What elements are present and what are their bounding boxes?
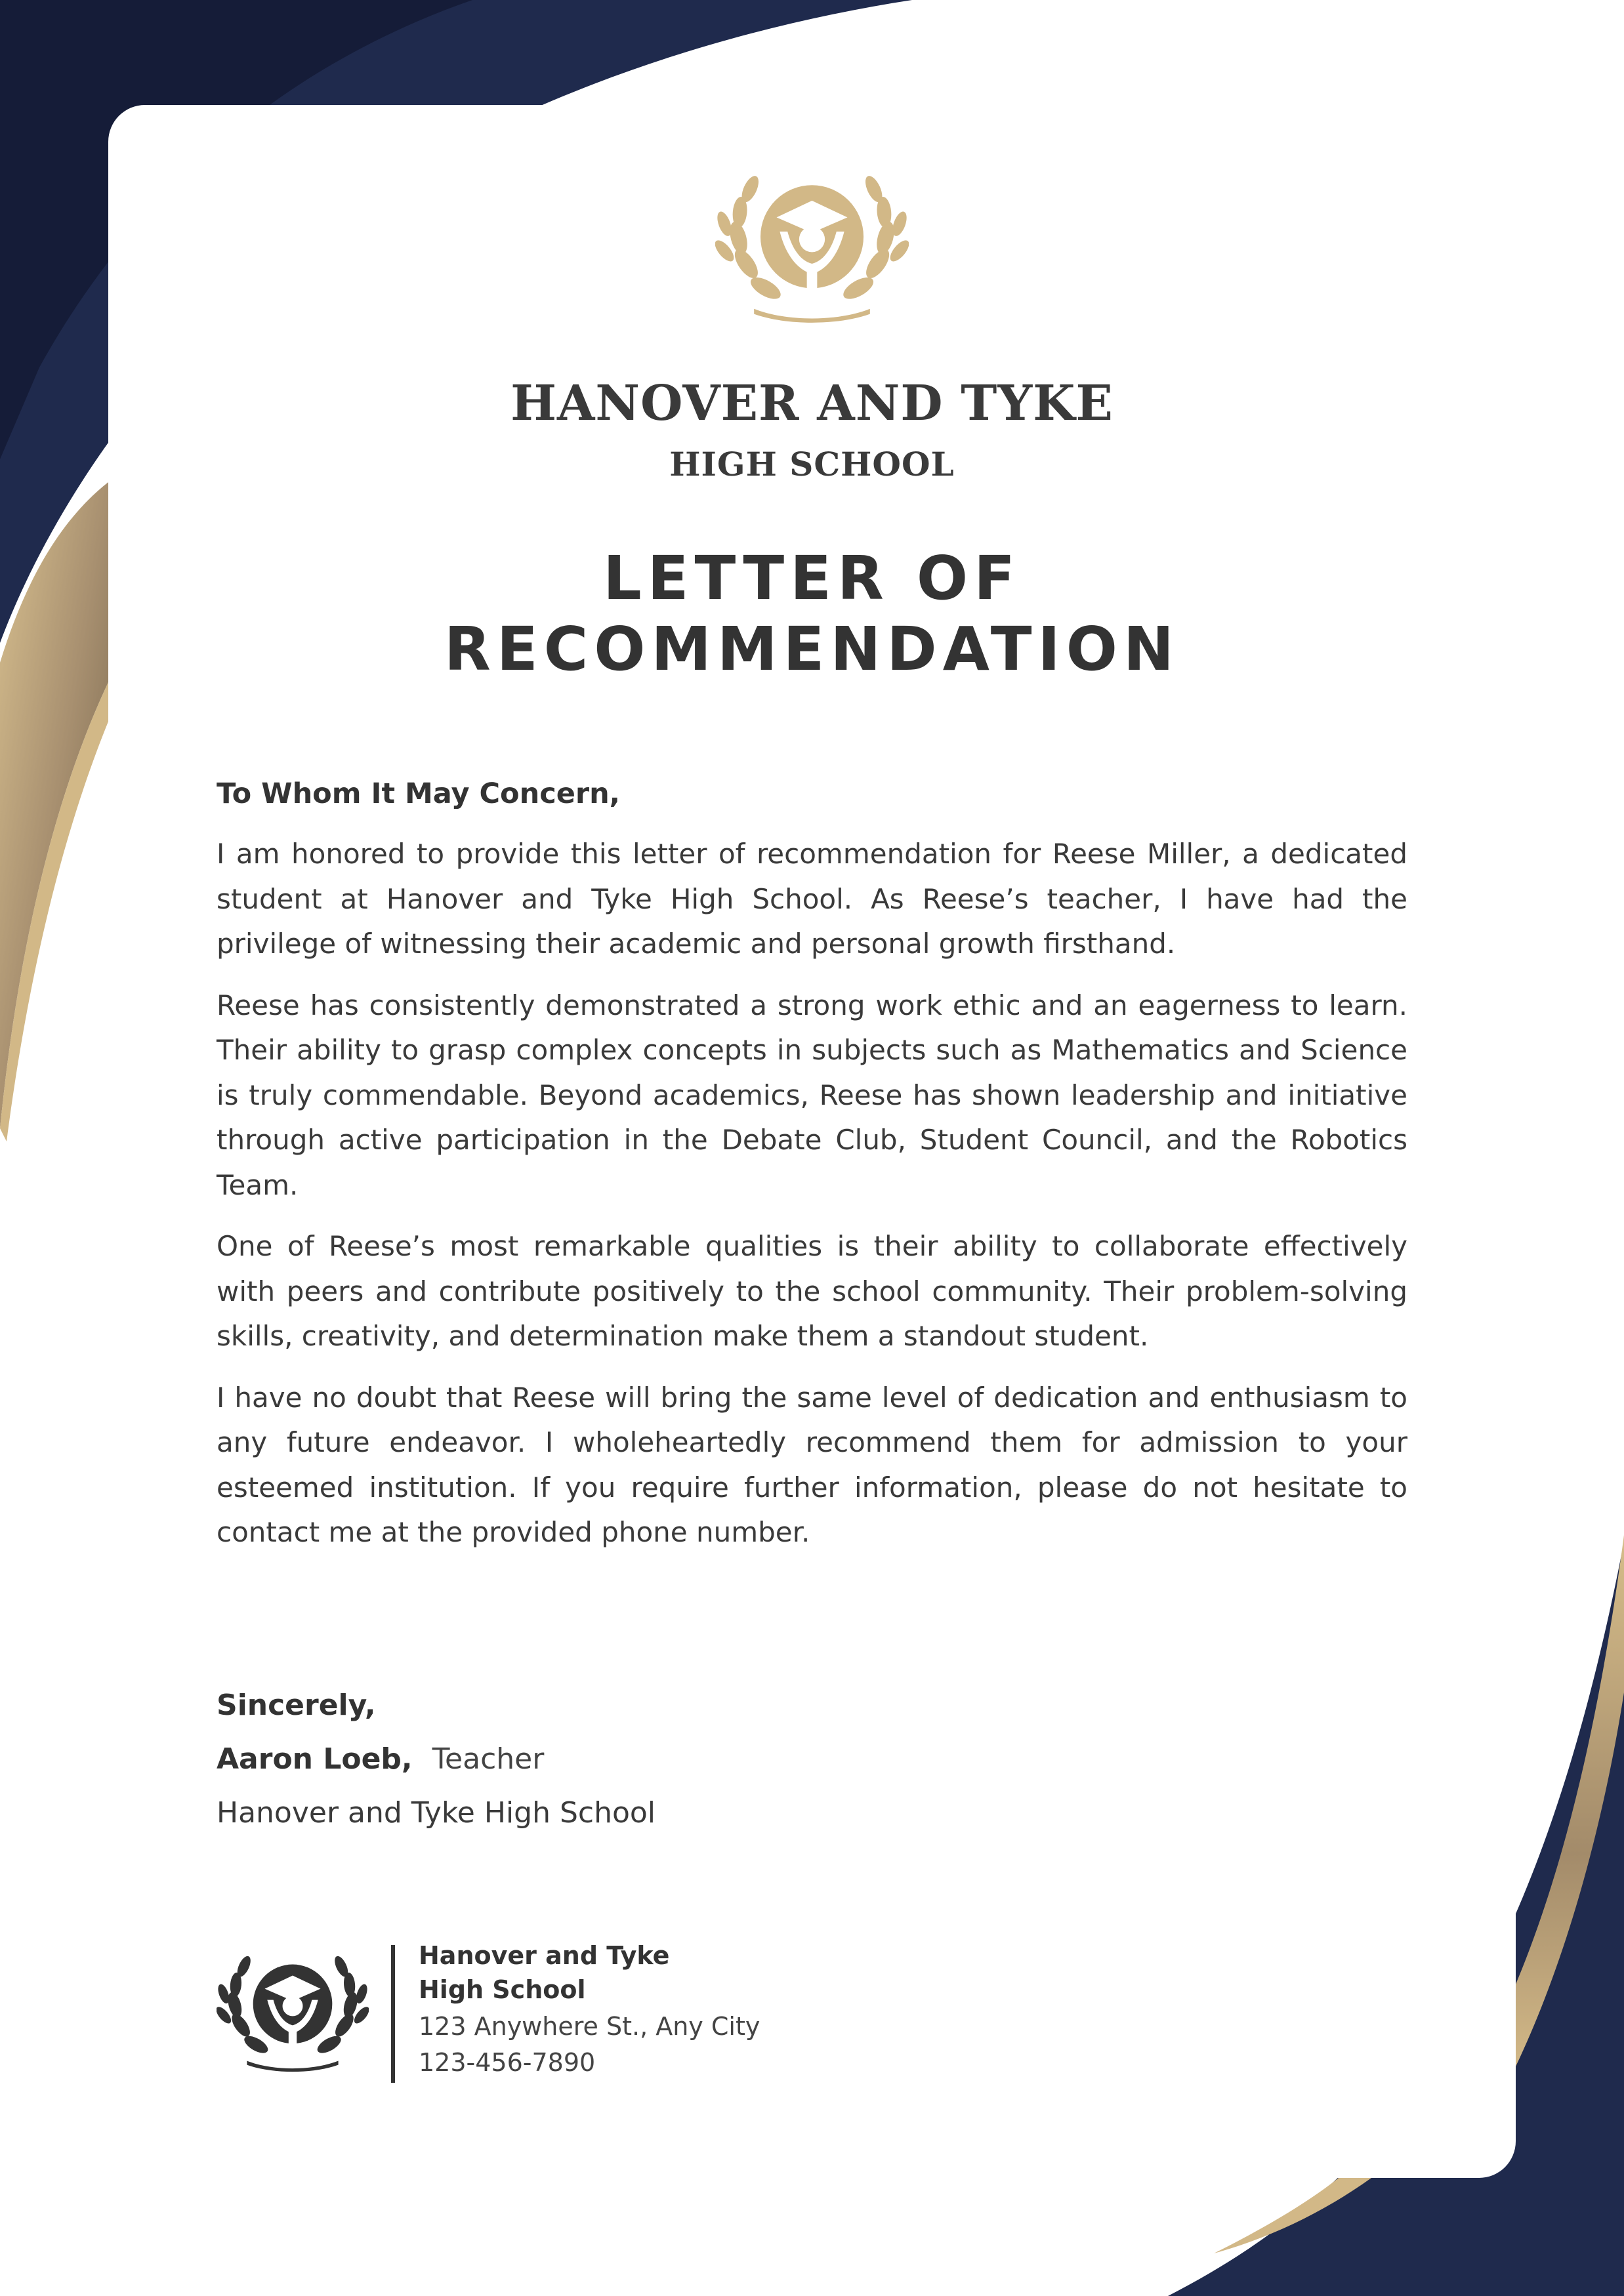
paragraph-3: One of Reese’s most remarkable qualities is their ability to collaborate effectively with peers and contribute positively to the school community. Their problem-solving skills, creativity, and determination make them a standout student. bbox=[217, 1230, 1407, 1352]
letter-title-line2: RECOMMENDATION bbox=[444, 614, 1180, 684]
paragraph-2: Reese has consistently demonstrated a strong work ethic and an eagerness to learn. Their ability to grasp complex concepts in subjects such as Mathematics and Science is truly commendable. Beyond academics, Reese has shown leadership and initiative through active participation in the Debate Club, Student Council, and the Robotics Team. bbox=[217, 989, 1407, 1201]
footer-divider bbox=[391, 1945, 395, 2083]
sign-off: Sincerely, bbox=[217, 1689, 376, 1722]
school-name-line1: HANOVER AND TYKE bbox=[510, 375, 1114, 432]
signer-name: Aaron Loeb, bbox=[217, 1742, 413, 1776]
letter-title-line1: LETTER OF bbox=[603, 543, 1021, 613]
school-name-line2: HIGH SCHOOL bbox=[669, 445, 955, 483]
signer-line bbox=[217, 1740, 656, 1779]
signer-school: Hanover and Tyke High School bbox=[217, 1796, 656, 1830]
footer-school-name-line1: Hanover and Tyke bbox=[419, 1941, 670, 1970]
laurel-graduate-emblem-icon bbox=[715, 161, 909, 335]
footer-info bbox=[419, 1938, 760, 2081]
footer-phone: 123-456-7890 bbox=[419, 2048, 596, 2077]
salutation: To Whom It May Concern, bbox=[217, 777, 621, 810]
footer-address: 123 Anywhere St., Any City bbox=[419, 2012, 760, 2041]
laurel-graduate-emblem-icon bbox=[217, 1943, 369, 2082]
letter-body bbox=[217, 774, 1407, 1572]
signer-role: Teacher bbox=[432, 1742, 545, 1776]
footer-school-name-line2: High School bbox=[419, 1975, 586, 2004]
paragraph-1: I am honored to provide this letter of recommendation for Reese Miller, a dedicated student at Hanover and Tyke High School. As Reese’s teacher, I have had the privilege of witnessing their academic and personal growth firsthand. bbox=[217, 838, 1407, 960]
paragraph-4: I have no doubt that Reese will bring the same level of dedication and enthusiasm to any future endeavor. I wholeheartedly recommend them for admission to your esteemed institution. If you require further information, please do not hesitate to contact me at the provided phone number. bbox=[217, 1381, 1407, 1548]
closing-block bbox=[217, 1686, 656, 1833]
